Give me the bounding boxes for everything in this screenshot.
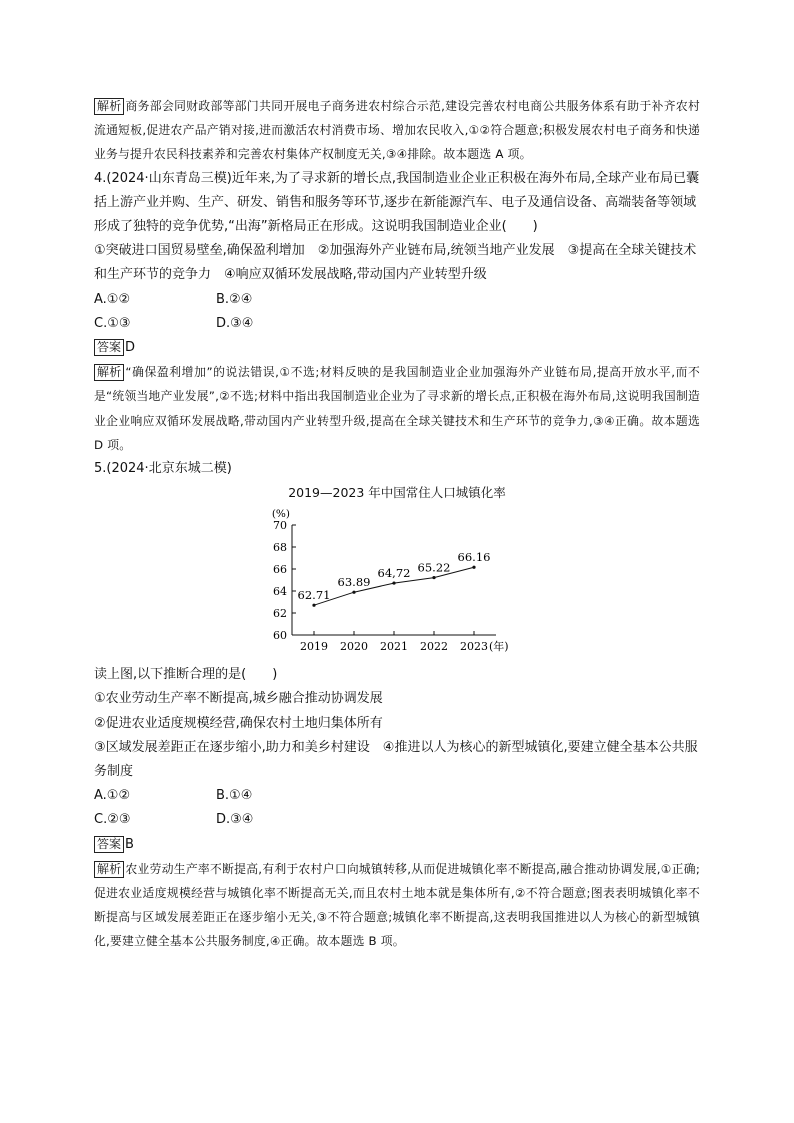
data-label: 62.71 — [297, 588, 331, 603]
x-tick-label: 2023 — [460, 640, 488, 654]
q5-question: 读上图,以下推断合理的是( ) — [94, 667, 278, 683]
q5-statement-34: ③区域发展差距正在逐步缩小,助力和美乡村建设 ④推进以人为核心的新型城镇化,要建立健全基本公共服务制度 — [94, 739, 698, 780]
explanation-text: 商务部会同财政部等部门共同开展电子商务进农村综合示范,建设完善农村电商公共服务体系有助于补齐农村流通短板,促进农产品产销对接,进而激活农村消费市场、增加农民收入,①②符合题意;积极发展农村电子商务和快递业务与提升农民科技素养和完善农村集体产权制度无关,③④排除。故本题选 A 项。 — [94, 99, 700, 162]
data-point — [392, 582, 395, 585]
option-a: A.①② — [94, 788, 131, 804]
y-tick-label: 70 — [273, 519, 287, 533]
document-page — [94, 94, 700, 954]
option-d: D.③④ — [216, 315, 254, 331]
answer-tag: 答案 — [94, 339, 124, 356]
q5-statement-2: ②促进农业适度规模经营,确保农村土地归集体所有 — [94, 715, 383, 731]
x-tick-label: 2022 — [420, 640, 448, 654]
data-label: 64,72 — [377, 566, 411, 581]
data-point — [312, 604, 315, 607]
option-b: B.②④ — [216, 291, 253, 307]
data-point — [352, 591, 355, 594]
answer-tag: 答案 — [94, 836, 124, 853]
chart-title: 2019—2023 年中国常住人口城镇化率 — [288, 485, 506, 501]
urbanization-chart — [242, 483, 542, 663]
y-tick-label: 60 — [273, 629, 287, 643]
option-c: C.②③ — [94, 812, 131, 828]
q5-options-row2 — [94, 808, 700, 832]
data-point — [432, 576, 435, 579]
q4-answer — [94, 336, 700, 360]
y-tick-label: 62 — [273, 607, 287, 621]
y-tick-label: 64 — [273, 585, 287, 599]
q5-stem: 5.(2024·北京东城二模) — [94, 461, 232, 477]
option-a: A.①② — [94, 291, 131, 307]
data-label: 65.22 — [417, 560, 451, 575]
q4-statements: ①突破进口国贸易壁垒,确保盈利增加 ②加强海外产业链布局,统领当地产业发展 ③提高在全球关键技术和生产环节的竞争力 ④响应双循环发展战略,带动国内产业转型升级 — [94, 243, 697, 283]
q4-options-row1 — [94, 288, 700, 312]
explanation-tag: 解析 — [94, 861, 124, 878]
data-label: 63.89 — [337, 575, 371, 590]
q5-options-row1 — [94, 784, 700, 808]
data-point — [472, 566, 475, 569]
explanation-tag: 解析 — [94, 98, 124, 115]
y-tick-label: 68 — [273, 541, 287, 555]
answer-value: D — [125, 340, 136, 356]
x-tick-label: 2019 — [300, 640, 328, 654]
explanation-text: “确保盈利增加”的说法错误,①不选;材料反映的是我国制造业企业加强海外产业链布局,提高开放水平,而不是“统领当地产业发展”,②不选;材料中指出我国制造业企业为了寻求新的增长点,正积极在海外布局,这说明我国制造业企业响应双循环发展战略,带动国内产业转型升级,提高在全球关键技术和生产环节的竞争力,③④正确。故本题选 D 项。 — [94, 365, 700, 452]
q5-statement-1: ①农业劳动生产率不断提高,城乡融合推动协调发展 — [94, 691, 383, 707]
option-b: B.①④ — [216, 788, 253, 804]
data-label: 66.16 — [457, 550, 491, 565]
y-axis-unit: (%) — [271, 508, 290, 521]
q4-stem: 4.(2024·山东青岛三模)近年来,为了寻求新的增长点,我国制造业企业正积极在海外布局,全球产业布局已囊括上游产业并购、生产、研发、销售和服务等环节,逐步在新能源汽车、电子及通信设备、高端装备等领域形成了独特的竞争优势,“出海”新格局正在形成。这说明我国制造业企业( ) — [94, 170, 700, 235]
q5-answer — [94, 833, 700, 857]
q5-explanation — [94, 857, 700, 954]
answer-value: B — [125, 836, 134, 852]
option-c: C.①③ — [94, 315, 131, 331]
x-tick-label: 2020 — [340, 640, 368, 654]
explanation-text: 农业劳动生产率不断提高,有利于农村户口向城镇转移,从而促进城镇化率不断提高,融合推动协调发展,①正确;促进农业适度规模经营与城镇化率不断提高无关,而且农村土地本就是集体所有,②不符合题意;图表表明城镇化率不断提高与区域发展差距正在逐步缩小无关,③不符合题意;城镇化率不断提高,这表明我国推进以人为核心的新型城镇化,要建立健全基本公共服务制度,④正确。故本题选 B 项。 — [94, 861, 700, 949]
q4-explanation — [94, 360, 700, 457]
x-axis-unit: (年) — [489, 640, 509, 654]
y-tick-label: 66 — [273, 563, 287, 577]
explanation-tag: 解析 — [94, 364, 124, 381]
q3-explanation — [94, 94, 700, 167]
line-chart-svg — [242, 501, 542, 659]
x-tick-label: 2021 — [380, 640, 408, 654]
q4-options-row2 — [94, 312, 700, 336]
option-d: D.③④ — [216, 812, 254, 828]
